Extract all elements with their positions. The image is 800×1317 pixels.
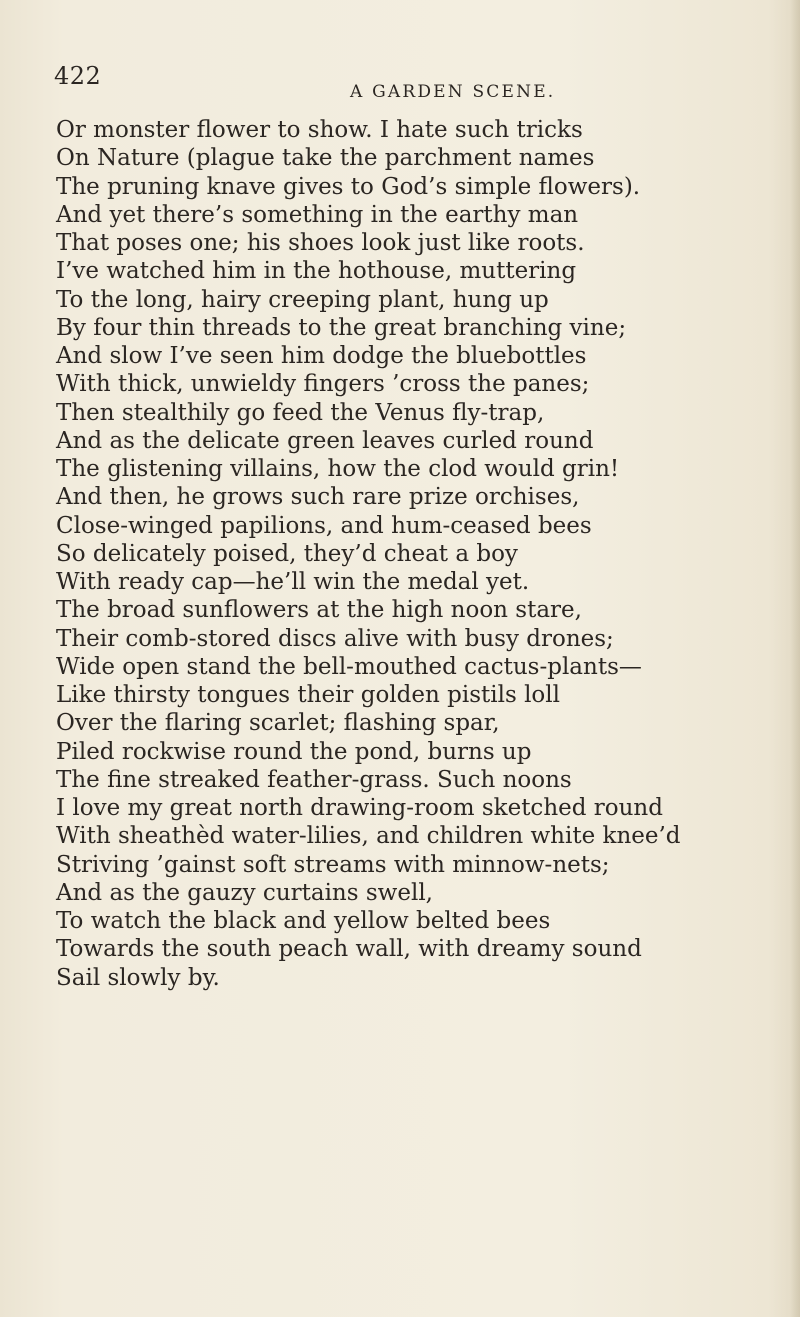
poem-line: The glistening villains, how the clod would grin! [56, 456, 620, 482]
poem-line: The broad sunflowers at the high noon stare, [56, 597, 582, 624]
poem-line: Then stealthily go feed the Venus fly-trap, [56, 399, 545, 426]
poem-line: And yet there’s something in the earthy man [56, 201, 579, 228]
poem-line: The pruning knave gives to God’s simple flowers). [56, 173, 641, 200]
poem-line: Their comb-stored discs alive with busy drones; [56, 625, 614, 652]
poem-line: By four thin threads to the great branching vine; [56, 314, 627, 341]
poem-line: On Nature (plague take the parchment names [56, 145, 595, 172]
poem-line: Close-winged papilions, and hum-ceased bees [56, 512, 592, 539]
poem-line: Like thirsty tongues their golden pistils loll [56, 682, 560, 708]
poem-line: To watch the black and yellow belted bees [56, 908, 551, 934]
poem-line: Wide open stand the bell-mouthed cactus-plants— [56, 653, 642, 680]
poem-line: The fine streaked feather-grass. Such noons [56, 766, 572, 793]
poem-line: That poses one; his shoes look just like roots. [56, 230, 585, 256]
poem-line: With sheathèd water-lilies, and children white knee’d [56, 823, 681, 850]
poem-line: And then, he grows such rare prize orchises, [56, 484, 580, 511]
poem-line: And as the gauzy curtains swell, [56, 879, 433, 906]
poem-line: Towards the south peach wall, with dreamy sound [56, 936, 642, 963]
page-edge-shadow [790, 0, 800, 1317]
poem-line: Piled rockwise round the pond, burns up [56, 738, 532, 765]
poem-line: I’ve watched him in the hothouse, muttering [56, 258, 577, 285]
poem-line: And as the delicate green leaves curled round [56, 427, 594, 454]
poem-line: Or monster flower to show. I hate such tricks [56, 117, 583, 143]
running-head: A GARDEN SCENE. [350, 82, 556, 102]
poem-line: With ready cap—he’ll win the medal yet. [56, 569, 530, 595]
poem-line: So delicately poised, they’d cheat a boy [56, 540, 518, 567]
poem-line: Sail slowly by. [56, 964, 220, 991]
page-number: 422 [54, 62, 102, 90]
poem-line: I love my great north drawing-room sketched round [56, 795, 663, 821]
poem-line: Striving ’gainst soft streams with minnow-nets; [56, 851, 610, 878]
poem-line: Over the flaring scarlet; flashing spar, [56, 710, 500, 737]
poem-line: To the long, hairy creeping plant, hung up [56, 286, 549, 313]
poem-line: And slow I’ve seen him dodge the bluebottles [56, 343, 587, 369]
poem-line: With thick, unwieldy fingers ’cross the panes; [56, 371, 590, 398]
poem-text [56, 116, 776, 992]
